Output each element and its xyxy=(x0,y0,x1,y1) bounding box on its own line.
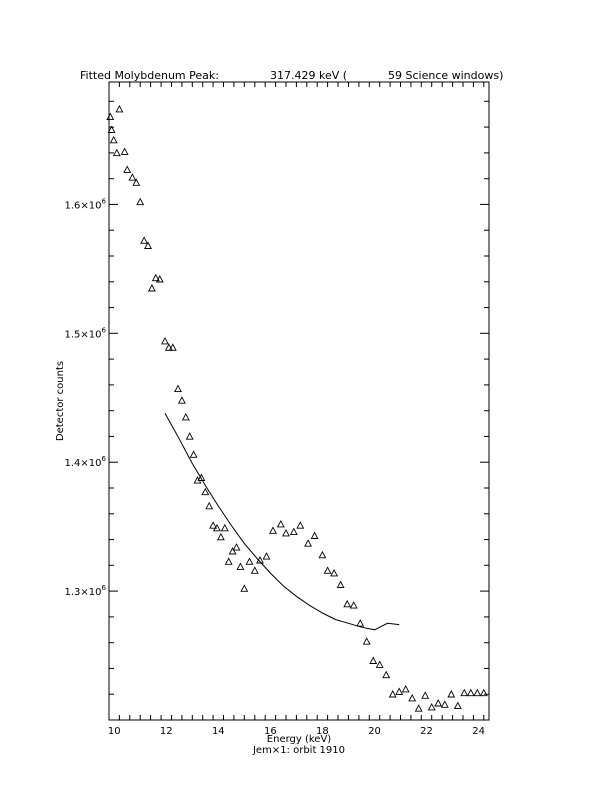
data-point xyxy=(331,570,337,576)
data-point xyxy=(357,620,363,626)
data-point xyxy=(222,525,228,531)
data-point xyxy=(175,386,181,392)
data-point xyxy=(190,451,196,457)
data-point xyxy=(149,285,155,291)
y-tick-exponent: 6 xyxy=(101,326,106,335)
data-point xyxy=(448,691,454,697)
y-tick-mantissa: 1.5 xyxy=(64,329,81,341)
x-tick-label: 24 xyxy=(472,726,485,737)
data-point xyxy=(187,433,193,439)
data-point xyxy=(474,690,480,696)
chart-title xyxy=(80,69,503,82)
data-point xyxy=(237,563,243,569)
data-point xyxy=(124,166,130,172)
x-axis xyxy=(108,82,485,737)
plot-frame xyxy=(109,82,489,720)
y-tick-label xyxy=(65,326,107,340)
data-point xyxy=(137,199,143,205)
x-tick-label: 14 xyxy=(211,726,225,737)
data-point xyxy=(283,530,289,536)
chart-title-prefix: Fitted Molybdenum Peak: xyxy=(80,69,219,82)
data-point xyxy=(157,276,163,282)
data-point xyxy=(311,533,317,539)
data-point xyxy=(409,695,415,701)
data-point xyxy=(319,552,325,558)
data-point xyxy=(461,690,467,696)
y-tick-label xyxy=(65,584,107,598)
x-axis-label: Energy (keV) xyxy=(266,734,332,745)
data-point xyxy=(396,688,402,694)
data-point xyxy=(377,661,383,667)
data-point xyxy=(141,237,147,243)
chart-title-energy: 317.429 keV ( xyxy=(270,69,348,82)
data-point xyxy=(383,672,389,678)
data-point xyxy=(305,540,311,546)
y-tick-mantissa: 1.4 xyxy=(64,458,81,470)
data-point xyxy=(455,703,461,709)
y-tick-exponent: 6 xyxy=(101,197,106,206)
y-tick-exponent: 6 xyxy=(101,584,106,593)
data-point xyxy=(246,558,252,564)
data-point xyxy=(252,567,258,573)
data-point xyxy=(416,705,422,711)
data-point xyxy=(121,148,127,154)
data-point xyxy=(468,690,474,696)
data-point xyxy=(291,529,297,535)
y-tick-mantissa: 1.3 xyxy=(64,587,81,599)
data-point xyxy=(429,704,435,710)
y-axis-label: Detector counts xyxy=(55,360,66,442)
y-tick-base: ×10 xyxy=(80,458,102,470)
data-point xyxy=(390,691,396,697)
data-point xyxy=(241,585,247,591)
data-point xyxy=(442,701,448,707)
data-point xyxy=(403,686,409,692)
data-point xyxy=(422,692,428,698)
y-tick-label xyxy=(65,197,107,211)
data-point xyxy=(107,114,113,120)
data-point xyxy=(116,106,122,112)
data-point xyxy=(263,553,269,559)
y-tick-base: ×10 xyxy=(80,200,102,212)
data-point xyxy=(481,690,487,696)
data-point xyxy=(179,397,185,403)
data-point xyxy=(183,414,189,420)
data-point xyxy=(218,534,224,540)
data-series-points xyxy=(107,106,487,711)
data-point xyxy=(114,150,120,156)
x-tick-label: 18 xyxy=(316,726,329,737)
data-point xyxy=(370,658,376,664)
data-point xyxy=(229,548,235,554)
data-point xyxy=(351,602,357,608)
data-point xyxy=(111,137,117,143)
data-point xyxy=(206,503,212,509)
x-tick-label: 16 xyxy=(264,726,277,737)
data-point xyxy=(324,567,330,573)
x-tick-label: 20 xyxy=(368,726,381,737)
x-tick-label: 22 xyxy=(420,726,433,737)
data-point xyxy=(435,700,441,706)
data-point xyxy=(364,638,370,644)
data-point xyxy=(278,521,284,527)
data-point xyxy=(270,527,276,533)
data-point xyxy=(129,174,135,180)
y-tick-label xyxy=(65,455,107,469)
data-point xyxy=(233,544,239,550)
data-point xyxy=(297,522,303,528)
y-tick-base: ×10 xyxy=(80,587,102,599)
x-tick-label: 10 xyxy=(107,726,121,737)
data-point xyxy=(226,558,232,564)
data-point xyxy=(162,338,168,344)
data-point xyxy=(344,601,350,607)
x-tick-label: 12 xyxy=(159,726,173,737)
chart-subtitle: Jem×1: orbit 1910 xyxy=(252,745,346,756)
fit-curve xyxy=(165,413,399,630)
y-tick-base: ×10 xyxy=(80,329,102,341)
data-point xyxy=(337,582,343,588)
y-tick-exponent: 6 xyxy=(101,455,106,464)
y-axis xyxy=(65,101,489,694)
chart-title-windows: 59 Science windows) xyxy=(388,69,504,82)
y-tick-mantissa: 1.6 xyxy=(64,200,81,212)
